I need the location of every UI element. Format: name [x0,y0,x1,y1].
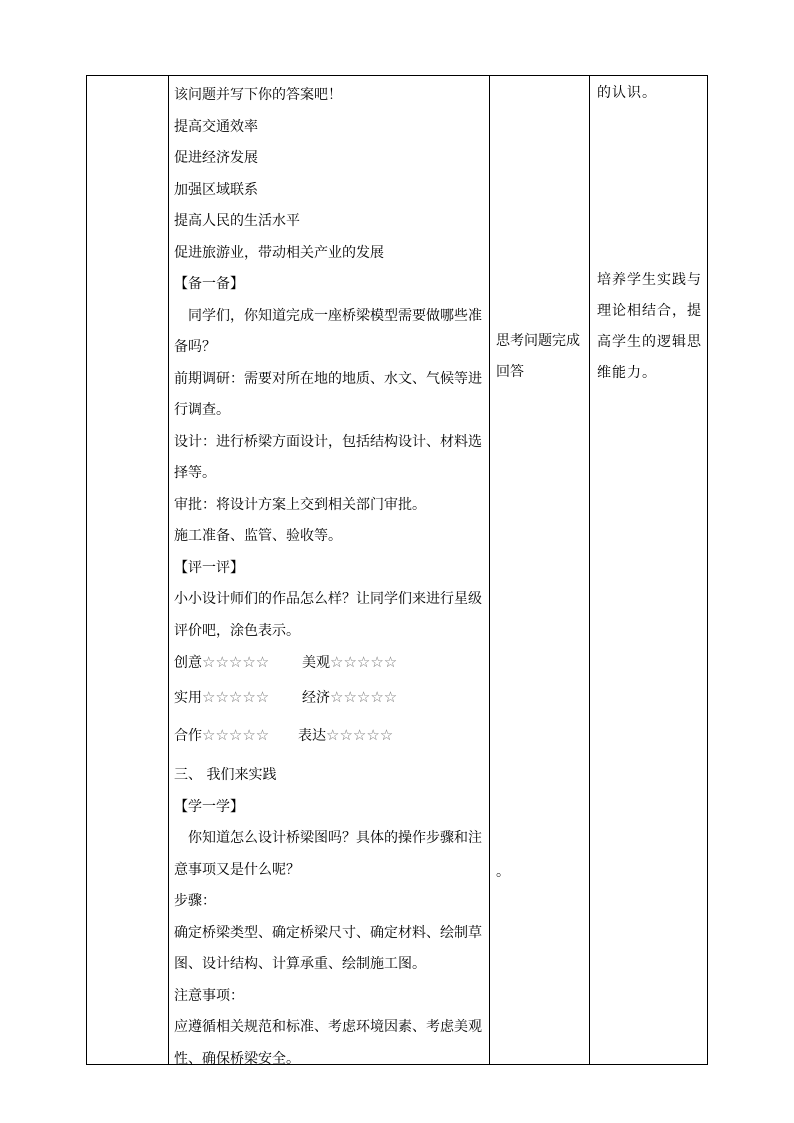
answer-item: 加强区域联系 [174,181,258,198]
rating-item [302,647,397,680]
steps-text: 确定桥梁类型、确定桥梁尺寸、确定材料、绘制草图、设计结构、计算承重、绘制施工图。 [174,924,482,972]
rating-item [174,647,269,680]
bei-heading: 【备一备】 [174,276,244,292]
bei-item: 审批：将设计方案上交到相关部门审批。 [174,496,426,513]
rating-label: 表达 [298,728,326,744]
rating-label: 美观 [302,655,330,671]
rating-label: 合作 [174,728,202,744]
rating-label: 实用 [174,690,202,706]
notes-label: 注意事项： [174,987,244,1004]
table-border-left [86,75,87,1065]
bei-item: 前期调研：需要对所在地的地质、水文、气候等进行调查。 [174,370,482,418]
intro-line: 该问题并写下你的答案吧！ [174,87,342,103]
table-border-right [707,75,708,1065]
rating-label: 创意 [174,655,202,671]
bei-item: 施工准备、监管、验收等。 [174,528,342,544]
star-rating[interactable]: ☆☆☆☆☆ [202,653,270,671]
rating-item [298,720,393,753]
rating-item [174,682,269,715]
rating-row [174,682,486,720]
ping-heading: 【评一评】 [174,559,244,576]
answer-item: 促进旅游业，带动相关产业的发展 [174,244,384,261]
bei-question: 同学们，你知道完成一座桥梁模型需要做哪些准备吗？ [174,307,482,355]
rating-row [174,720,486,760]
table-top-border [86,75,708,76]
section-heading: 三、 我们来实践 [174,767,277,783]
rating-item [174,720,269,753]
answer-item: 提高人民的生活水平 [174,213,300,229]
design-intent-purpose: 培养学生实践与理论相结合，提高学生的逻辑思维能力。 [597,272,702,381]
answer-item: 提高交通效率 [174,118,258,135]
student-activity-text: 思考问题完成回答 [496,333,580,380]
bei-item: 设计：进行桥梁方面设计，包括结构设计、材料选择等。 [174,433,482,481]
ping-text: 小小设计师们的作品怎么样？让同学们来进行星级评价吧，涂色表示。 [174,591,482,639]
notes-text: 应遵循相关规范和标准、考虑环境因素、考虑美观性、确保桥梁安全。 [174,1019,482,1067]
rating-item [302,682,397,715]
steps-label: 步骤： [174,893,216,909]
star-rating[interactable]: ☆☆☆☆☆ [330,653,398,671]
xue-heading: 【学一学】 [174,798,244,815]
rating-label: 经济 [302,690,330,706]
star-rating[interactable]: ☆☆☆☆☆ [330,688,398,706]
design-intent-top: 的认识。 [597,85,657,101]
xue-question: 你知道怎么设计桥梁图吗？具体的操作步骤和注意事项又是什么呢？ [174,830,482,878]
table-divider-2 [489,75,490,1065]
student-activity-dot: 。 [496,864,510,880]
rating-row [174,647,486,682]
teaching-content-cell [174,80,486,1075]
table-divider-1 [168,75,169,1065]
star-rating[interactable]: ☆☆☆☆☆ [326,726,394,744]
star-rating[interactable]: ☆☆☆☆☆ [202,726,270,744]
answer-item: 促进经济发展 [174,150,258,166]
star-rating[interactable]: ☆☆☆☆☆ [202,688,270,706]
table-divider-3 [589,75,590,1065]
